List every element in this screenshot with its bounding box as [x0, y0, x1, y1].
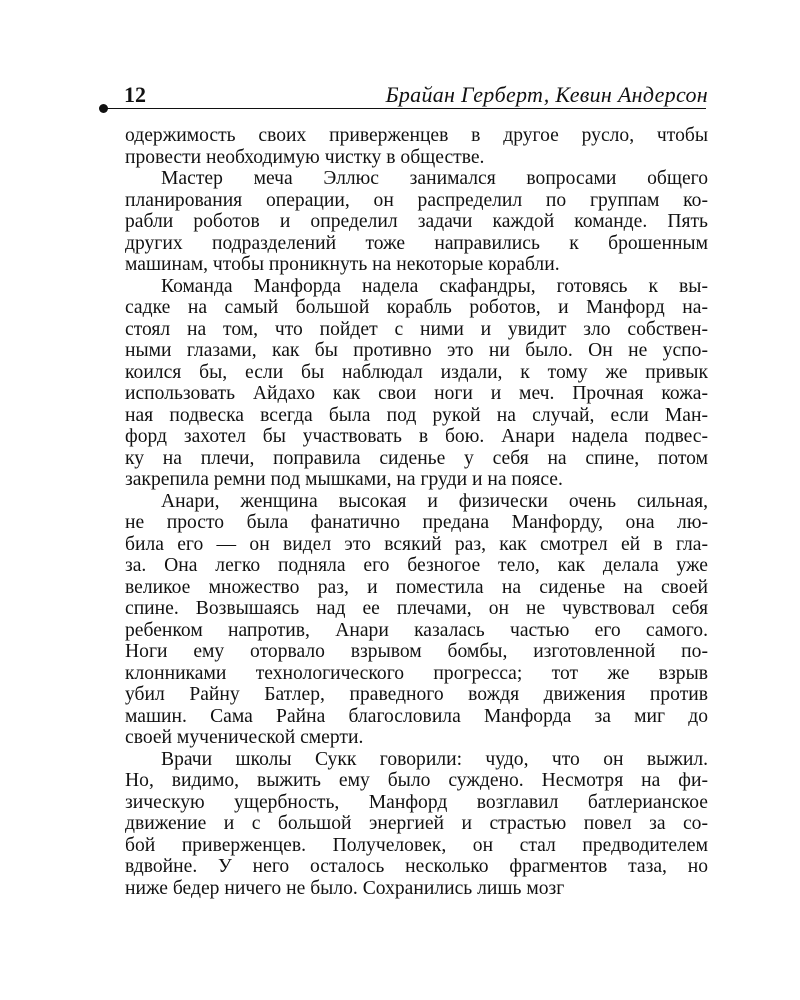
- running-title: Брайан Герберт, Кевин Андерсон: [385, 82, 708, 107]
- text-line: Анари, женщина высокая и физически очень сильная,: [161, 490, 708, 512]
- paragraph: [125, 125, 708, 168]
- text-line: бой приверженцев. Получеловек, он стал предводителем: [125, 834, 708, 856]
- text-line: била его — он видел это всякий раз, как смотрел ей в гла-: [125, 533, 708, 555]
- text-line: форд захотел бы участвовать в бою. Анари надела подвес-: [125, 426, 708, 447]
- paragraph: [125, 749, 708, 900]
- text-line: других подразделений тоже направились к брошенным: [125, 232, 708, 254]
- page-header: [100, 82, 708, 108]
- text-line: великое множество раз, и поместила на сиденье на своей: [125, 576, 708, 598]
- text-line: провести необходимую чистку в обществе.: [125, 146, 485, 168]
- text-line: машинам, чтобы проникнуть на некоторые корабли.: [125, 254, 560, 275]
- text-line: не просто была фанатично предана Манфорду, она лю-: [125, 512, 708, 533]
- paragraph: [125, 491, 708, 749]
- text-line: ниже бедер ничего не было. Сохранились лишь мозг: [125, 877, 565, 899]
- text-line: клонниками технологического прогресса; тот же взрыв: [125, 662, 708, 684]
- text-line: Мастер меча Эллюс занимался вопросами общего: [161, 168, 708, 189]
- paragraph: [125, 168, 708, 276]
- text-line: ку на плечи, поправила сиденье у себя на спине, потом: [125, 447, 708, 469]
- text-line: Ноги ему оторвало взрывом бомбы, изготовленной по-: [125, 641, 708, 662]
- text-line: ными глазами, как бы противно это ни было. Он не успо-: [125, 340, 708, 361]
- text-line: ная подвеска всегда была под рукой на случай, если Ман-: [125, 404, 708, 426]
- text-line: планирования операции, он распределил по группам ко-: [125, 189, 708, 211]
- text-line: убил Райну Батлер, праведного вождя движения против: [125, 684, 708, 705]
- text-line: Но, видимо, выжить ему было суждено. Несмотря на фи-: [125, 770, 708, 791]
- text-line: ребенком напротив, Анари казалась частью его самого.: [125, 619, 708, 641]
- text-line: коился бы, если бы наблюдал издали, к тому же привык: [125, 361, 708, 383]
- text-line: вдвойне. У него осталось несколько фрагментов таза, но: [125, 856, 708, 877]
- text-line: использовать Айдахо как свои ноги и меч. Прочная кожа-: [125, 383, 708, 404]
- text-line: Врачи школы Сукк говорили: чудо, что он выжил.: [161, 748, 708, 770]
- header-rule: [103, 108, 706, 109]
- text-line: рабли роботов и определил задачи каждой команде. Пять: [125, 211, 708, 232]
- paragraph: [125, 276, 708, 491]
- text-line: стоял на том, что пойдет с ними и увидит зло собствен-: [125, 318, 708, 340]
- text-line: своей мученической смерти.: [125, 727, 364, 748]
- text-line: одержимость своих приверженцев в другое русло, чтобы: [125, 125, 708, 146]
- text-line: зическую ущербность, Манфорд возглавил батлерианское: [125, 791, 708, 813]
- text-line: за. Она легко подняла его безногое тело, как делала уже: [125, 555, 708, 576]
- page-number: 12: [124, 82, 146, 107]
- text-line: спине. Возвышаясь над ее плечами, он не чувствовал себя: [125, 598, 708, 619]
- text-line: садке на самый большой корабль роботов, и Манфорд на-: [125, 297, 708, 318]
- text-line: машин. Сама Райна благословила Манфорда за миг до: [125, 705, 708, 727]
- text-line: движение и с большой энергией и страстью повел за со-: [125, 813, 708, 834]
- text-line: закрепила ремни под мышками, на груди и на поясе.: [125, 469, 563, 490]
- body-text: [125, 125, 708, 899]
- text-line: Команда Манфорда надела скафандры, готовясь к вы-: [161, 275, 708, 297]
